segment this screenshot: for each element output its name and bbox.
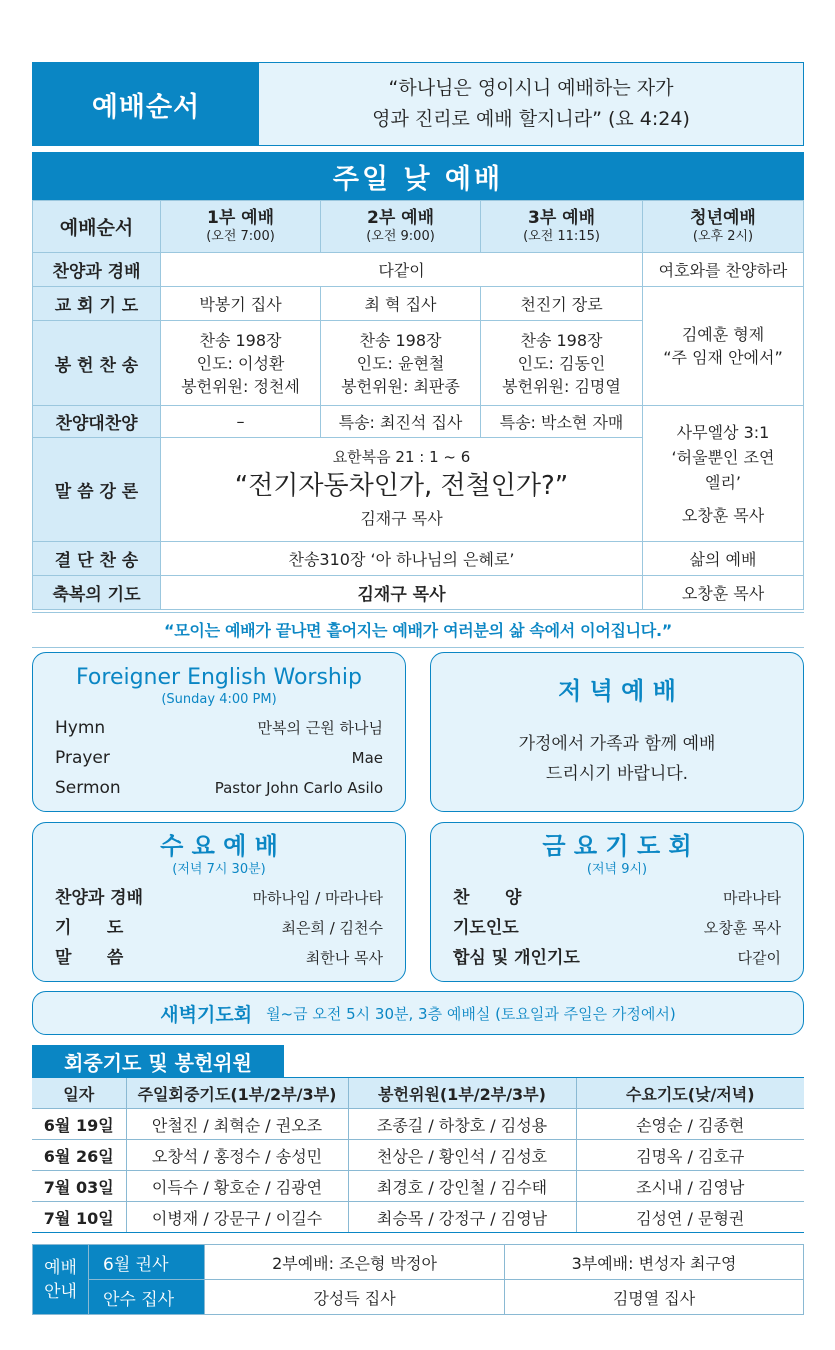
row-label: 봉 헌 찬 송 xyxy=(33,321,161,406)
row-value: 만복의 근원 하나님 xyxy=(257,719,383,737)
notice-cell: 2부예배: 조은형 박정아 xyxy=(205,1245,505,1280)
duty-header: 수요기도(낮/저녁) xyxy=(576,1078,804,1109)
offering-3 xyxy=(481,321,643,406)
evening-line-2: 드리시기 바랍니다. xyxy=(545,764,689,784)
offering-1 xyxy=(161,321,321,406)
col-youth-header xyxy=(643,201,804,253)
english-row xyxy=(55,743,383,773)
notice-cell: 강성득 집사 xyxy=(205,1280,505,1315)
sunday-worship-title: 주일 낮 예배 xyxy=(32,152,804,200)
sermon-title: “전기자동차인가, 전철인가?” xyxy=(234,470,569,501)
friday-row xyxy=(453,943,781,973)
header-verse xyxy=(259,63,803,145)
cell-line: “주 임재 안에서” xyxy=(663,348,783,367)
friday-time: (저녁 9시) xyxy=(586,862,648,877)
benediction-youth: 오창훈 목사 xyxy=(643,576,804,610)
col-name: 3부 예배 xyxy=(527,208,595,228)
wednesday-row xyxy=(55,883,383,913)
choir-2: 특송: 최진석 집사 xyxy=(321,406,481,438)
row-value: 최한나 목사 xyxy=(305,949,383,967)
table-row xyxy=(32,1202,804,1233)
wednesday-time: (저녁 7시 30분) xyxy=(172,862,266,877)
english-row xyxy=(55,713,383,743)
col-time: (오전 7:00) xyxy=(206,229,275,244)
cell-line: ‘허울뿐인 조연 xyxy=(671,447,775,467)
offering-2 xyxy=(321,321,481,406)
row-key: 기 도 xyxy=(55,918,124,938)
row-key: 합심 및 개인기도 xyxy=(453,948,580,968)
col-2-header xyxy=(321,201,481,253)
table-header-row xyxy=(33,201,804,253)
row-label: 말 씀 강 론 xyxy=(33,438,161,542)
notice-key: 6월 권사 xyxy=(89,1245,205,1280)
sermon-main xyxy=(161,438,643,542)
table-row xyxy=(33,253,804,287)
header-box xyxy=(32,62,804,146)
duty-date: 6월 26일 xyxy=(32,1140,126,1171)
row-value: 오창훈 목사 xyxy=(703,919,781,937)
row-value: Mae xyxy=(351,749,383,767)
cell-line: 찬송 198장 xyxy=(520,330,603,350)
table-row xyxy=(32,1140,804,1171)
verse-line-2: 영과 진리로 예배 할지니라” (요 4:24) xyxy=(372,108,690,130)
sermon-scripture: 요한복음 21 : 1 ~ 6 xyxy=(332,447,471,466)
duty-cell: 조시내 / 김영남 xyxy=(576,1171,804,1202)
friday-row xyxy=(453,883,781,913)
cell-line: 오창훈 목사 xyxy=(681,505,765,525)
col-name: 2부 예배 xyxy=(366,208,434,228)
table-row xyxy=(33,406,804,438)
row-value: 마하나임 / 마라나타 xyxy=(252,889,383,907)
cell-line: 인도: 김동인 xyxy=(517,353,606,373)
row-value: 최은희 / 김천수 xyxy=(281,919,383,937)
praise-youth: 여호와를 찬양하라 xyxy=(643,253,804,287)
wednesday-row xyxy=(55,943,383,973)
row-label: 결 단 찬 송 xyxy=(33,542,161,576)
friday-prayer-box xyxy=(430,822,804,982)
row-key: 찬양과 경배 xyxy=(55,888,144,908)
cell-line: 김예훈 형제 xyxy=(681,325,765,344)
offering-youth xyxy=(643,287,804,406)
row-key: 찬 양 xyxy=(453,888,522,908)
row-value: 마라나타 xyxy=(723,889,781,907)
duty-cell: 최승목 / 강정구 / 김영남 xyxy=(348,1202,576,1233)
row-key: Sermon xyxy=(55,778,121,798)
decision-youth: 삶의 예배 xyxy=(643,542,804,576)
notice-cell: 김명열 집사 xyxy=(505,1280,804,1315)
cell-line: 인도: 이성환 xyxy=(196,353,285,373)
wednesday-title: 수 요 예 배 xyxy=(160,832,278,860)
friday-title: 금 요 기 도 회 xyxy=(542,832,692,860)
row-label: 축복의 기도 xyxy=(33,576,161,610)
cell-line: 봉헌위원: 김명열 xyxy=(502,376,621,396)
duty-date: 7월 03일 xyxy=(32,1171,126,1202)
evening-title: 저 녁 예 배 xyxy=(558,677,676,705)
worship-notice-table xyxy=(32,1244,804,1315)
evening-worship-box xyxy=(430,652,804,812)
row-key: Hymn xyxy=(55,718,106,738)
duty-date: 7월 10일 xyxy=(32,1202,126,1233)
wednesday-worship-box xyxy=(32,822,406,982)
verse-line-1: “하나님은 영이시니 예배하는 자가 xyxy=(388,77,674,99)
row-label: 찬양과 경배 xyxy=(33,253,161,287)
sermon-youth xyxy=(643,406,804,542)
friday-row xyxy=(453,913,781,943)
choir-1: – xyxy=(161,406,321,438)
row-value: Pastor John Carlo Asilo xyxy=(214,779,383,797)
table-row xyxy=(33,287,804,321)
cell-line: 인도: 윤현철 xyxy=(356,353,445,373)
notice-cell: 3부예배: 변성자 최구영 xyxy=(505,1245,804,1280)
row-label: 교 회 기 도 xyxy=(33,287,161,321)
table-row xyxy=(33,1280,804,1315)
row-value: 다같이 xyxy=(737,949,781,967)
cell-line: 찬송 198장 xyxy=(359,330,442,350)
english-time: (Sunday 4:00 PM) xyxy=(161,692,277,707)
page-title: 예배순서 xyxy=(33,63,259,145)
duty-header: 일자 xyxy=(32,1078,126,1109)
sermon-preacher: 김재구 목사 xyxy=(360,508,443,528)
col-time: (오후 2시) xyxy=(692,229,754,244)
col-name: 청년예배 xyxy=(690,208,756,228)
evening-line-1: 가정에서 가족과 함께 예배 xyxy=(518,734,716,754)
table-row xyxy=(33,1245,804,1280)
duty-header: 주일회중기도(1부/2부/3부) xyxy=(126,1078,348,1109)
quote-banner: “모이는 예배가 끝나면 흩어지는 예배가 여러분의 삶 속에서 이어집니다.” xyxy=(32,612,804,648)
prayer-1: 박봉기 집사 xyxy=(161,287,321,321)
cell-line: 봉헌위원: 정천세 xyxy=(181,376,300,396)
notice-key: 안수 집사 xyxy=(89,1280,205,1315)
row-key: Prayer xyxy=(55,748,110,768)
cell-line: 엘리’ xyxy=(705,472,741,492)
worship-order-table xyxy=(32,200,804,610)
cell-line: 봉헌위원: 최판종 xyxy=(341,376,460,396)
duty-cell: 천상은 / 황인석 / 김성호 xyxy=(348,1140,576,1171)
duty-cell: 이병재 / 강문구 / 이길수 xyxy=(126,1202,348,1233)
notice-label-1: 예배 xyxy=(44,1257,77,1278)
cell-line: 사무엘상 3:1 xyxy=(676,422,770,442)
prayer-2: 최 혁 집사 xyxy=(321,287,481,321)
duty-section-title: 회중기도 및 봉헌위원 xyxy=(32,1045,284,1077)
duty-cell: 조종길 / 하창호 / 김성용 xyxy=(348,1109,576,1140)
duty-cell: 안철진 / 최혁순 / 권오조 xyxy=(126,1109,348,1140)
duty-cell: 오창석 / 홍정수 / 송성민 xyxy=(126,1140,348,1171)
benediction-all: 김재구 목사 xyxy=(161,576,643,610)
praise-all: 다같이 xyxy=(161,253,643,287)
dawn-prayer-box xyxy=(32,991,804,1035)
row-key: 기도인도 xyxy=(453,918,519,938)
duty-cell: 손영순 / 김종현 xyxy=(576,1109,804,1140)
dawn-title: 새벽기도회 xyxy=(160,1003,253,1026)
decision-all: 찬송310장 ‘아 하나님의 은혜로’ xyxy=(161,542,643,576)
duty-table xyxy=(32,1077,804,1233)
row-key: 말 씀 xyxy=(55,948,124,968)
cell-line: 찬송 198장 xyxy=(199,330,282,350)
col-1-header xyxy=(161,201,321,253)
duty-date: 6월 19일 xyxy=(32,1109,126,1140)
choir-3: 특송: 박소현 자매 xyxy=(481,406,643,438)
wednesday-row xyxy=(55,913,383,943)
col-3-header xyxy=(481,201,643,253)
col-name: 1부 예배 xyxy=(206,208,274,228)
dawn-detail: 월~금 오전 5시 30분, 3층 예배실 (토요일과 주일은 가정에서) xyxy=(266,1004,676,1023)
notice-label xyxy=(33,1245,89,1315)
order-corner: 예배순서 xyxy=(33,201,161,253)
col-time: (오전 9:00) xyxy=(366,229,435,244)
duty-cell: 이득수 / 황호순 / 김광연 xyxy=(126,1171,348,1202)
col-time: (오전 11:15) xyxy=(523,229,600,244)
prayer-3: 천진기 장로 xyxy=(481,287,643,321)
duty-cell: 김성연 / 문형권 xyxy=(576,1202,804,1233)
duty-cell: 최경호 / 강인철 / 김수태 xyxy=(348,1171,576,1202)
english-title: Foreigner English Worship xyxy=(76,665,362,690)
notice-label-2: 안내 xyxy=(44,1281,77,1302)
duty-header-row xyxy=(32,1078,804,1109)
table-row xyxy=(33,542,804,576)
table-row xyxy=(32,1109,804,1140)
table-row xyxy=(33,576,804,610)
row-label: 찬양대찬양 xyxy=(33,406,161,438)
duty-header: 봉헌위원(1부/2부/3부) xyxy=(348,1078,576,1109)
table-row xyxy=(32,1171,804,1202)
duty-cell: 김명옥 / 김호규 xyxy=(576,1140,804,1171)
english-row xyxy=(55,773,383,803)
english-worship-box xyxy=(32,652,406,812)
